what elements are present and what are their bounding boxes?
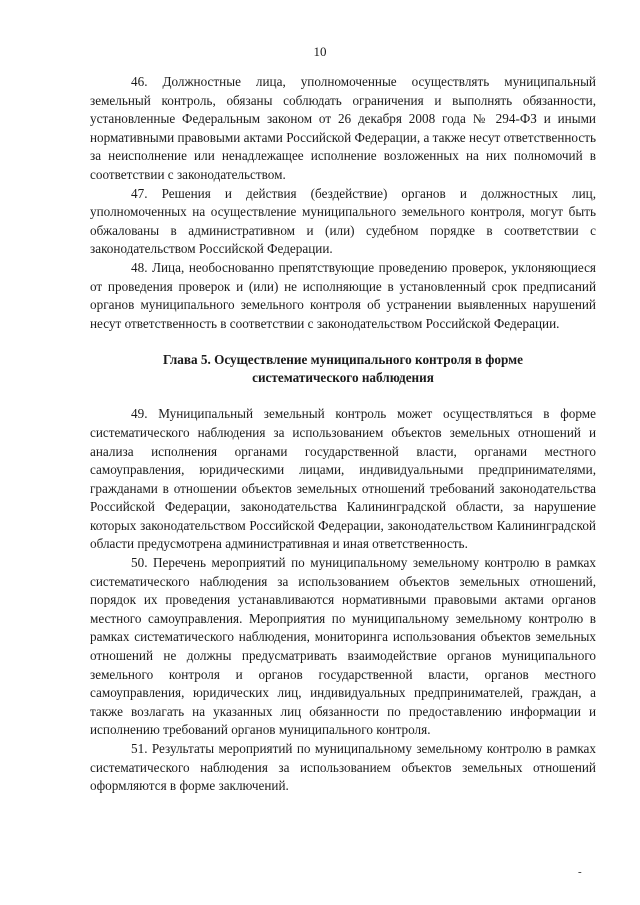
page-number: 10	[313, 44, 327, 59]
paragraph-47: 47. Решения и действия (бездействие) органов и должностных лиц, уполномоченных на осуществление муниципального земельного контроля, могут быть обжалованы в административном и (или) судебном порядке в соответствии с законодательством Российской Федерации.	[90, 185, 596, 257]
paragraph-49: 49. Муниципальный земельный контроль может осуществляться в форме систематического наблюдения за использованием объектов земельных отношений и анализа исполнения органами государственной власти, органами местного самоуправления, юридическими лицами, индивидуальными предпринимателями, гражданами в отношении объектов земельных отношений требований законодательства Российской Федерации, законодательства Калининградской области, за нарушение которых законодательством Российской Федерации, законодательством Калининградской области предусмотрена административная и иная ответственность.	[90, 406, 596, 552]
paragraph-46: 46. Должностные лица, уполномоченные осуществлять муниципальный земельный контроль, обязаны соблюдать ограничения и выполнять обязанности, установленные Федеральным законом от 26 декабря 2008 года № 294-ФЗ и иными нормативными правовыми актами Российской Федерации, а также несут ответственность за неисполнение или ненадлежащее исполнение возложенных на них полномочий в соответствии с законодательством.	[90, 74, 596, 182]
document-body	[90, 73, 596, 796]
paragraph-50: 50. Перечень мероприятий по муниципальному земельному контролю в рамках систематического наблюдения за использованием объектов земельных отношений, порядок их проведения устанавливаются нормативными правовыми актами органов местного самоуправления. Мероприятия по муниципальному земельному контролю в рамках систематического наблюдения, мониторинга использования объектов земельных отношений не должны предусматривать взаимодействие органов муниципального земельного контроля и органов государственной власти, органов местного самоуправления, юридических лиц, индивидуальных предпринимателей, граждан, а также возлагать на указанных лиц обязанности по предоставлению информации и исполнению требований органов муниципального контроля.	[90, 555, 596, 738]
paragraph-51: 51. Результаты мероприятий по муниципальному земельному контролю в рамках систематического наблюдения за использованием объектов земельных отношений оформляются в форме заключений.	[90, 741, 596, 794]
chapter-title	[90, 351, 596, 387]
scan-mark: -	[578, 866, 582, 878]
chapter-title-line-2: систематического наблюдения	[252, 370, 434, 386]
paragraph-48: 48. Лица, необоснованно препятствующие проведению проверок, уклоняющиеся от проведения проверок и (или) не исполняющие в установленный срок предписаний органов муниципального земельного контроля об устранении выявленных нарушений несут ответственность в соответствии с законодательством Российской Федерации.	[90, 259, 596, 331]
chapter-title-line-1: Глава 5. Осуществление муниципального контроля в форме	[163, 352, 523, 368]
